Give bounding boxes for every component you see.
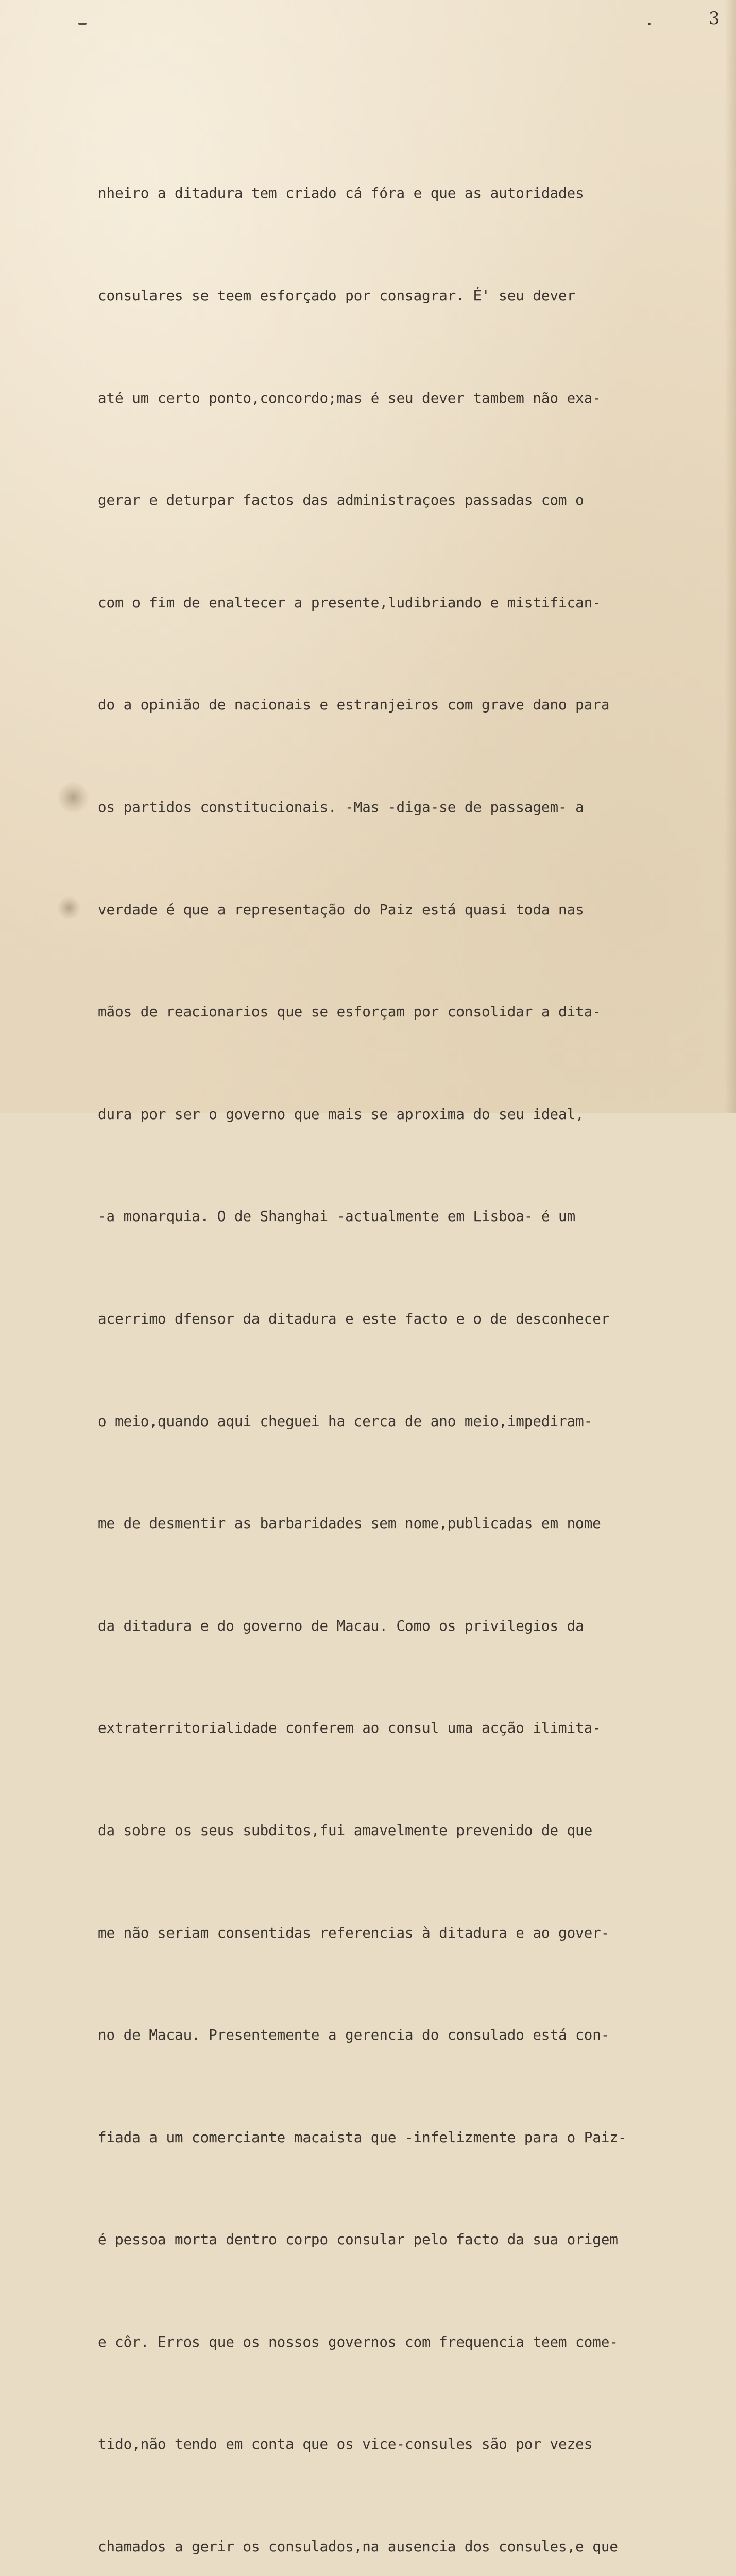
text-line: chamados a gerir os consulados,na ausencia dos consules,e que: [98, 2538, 618, 2555]
text-line: no de Macau. Presentemente a gerencia do consulado está con-: [98, 2027, 610, 2044]
text-line: mãos de reacionarios que se esforçam por consolidar a dita-: [98, 1004, 601, 1021]
paper-fold-shadow: [725, 0, 736, 1113]
text-line: extraterritorialidade conferem ao consul uma acção ilimita-: [98, 1720, 601, 1737]
text-line: da ditadura e do governo de Macau. Como os privilegios da: [98, 1617, 584, 1634]
text-line: consulares se teem esforçado por consagrar. É' seu dever: [98, 287, 576, 304]
text-line: nheiro a ditadura tem criado cá fóra e que as autoridades: [98, 185, 584, 202]
ink-stain: [58, 896, 80, 919]
text-line: é pessoa morta dentro corpo consular pelo facto da sua origem: [98, 2231, 618, 2248]
page-number: 3: [709, 8, 720, 29]
text-line: com o fim de enaltecer a presente,ludibriando e mistifican-: [98, 594, 601, 611]
text-line: da sobre os seus subditos,fui amavelmente prevenido de que: [98, 1822, 593, 1839]
text-line: acerrimo dfensor da ditadura e este facto e o de desconhecer: [98, 1310, 610, 1327]
text-line: -a monarquia. O de Shanghai -actualmente em Lisboa- é um: [98, 1208, 576, 1225]
text-line: me de desmentir as barbaridades sem nome,publicadas em nome: [98, 1515, 601, 1532]
text-line: o meio,quando aqui cheguei ha cerca de ano meio,impediram-: [98, 1413, 593, 1430]
dot-mark: [648, 23, 651, 25]
corner-mark: [78, 23, 87, 25]
text-line: dura por ser o governo que mais se aproxima do seu ideal,: [98, 1106, 584, 1123]
text-line: fiada a um comerciante macaista que -infelizmente para o Paiz-: [98, 2129, 627, 2146]
text-line: me não seriam consentidas referencias à ditadura e ao gover-: [98, 1924, 610, 1941]
text-line: os partidos constitucionais. -Mas -diga-se de passagem- a: [98, 799, 584, 816]
text-line: do a opinião de nacionais e estranjeiros com grave dano para: [98, 697, 610, 714]
text-line: até um certo ponto,concordo;mas é seu dever tambem não exa-: [98, 389, 601, 406]
text-line: verdade é que a representação do Paiz está quasi toda nas: [98, 901, 584, 918]
letter-body: [98, 108, 724, 2576]
ink-stain: [58, 782, 89, 813]
text-line: e côr. Erros que os nossos governos com frequencia teem come-: [98, 2333, 618, 2350]
text-line: gerar e deturpar factos das administraçoes passadas com o: [98, 492, 584, 509]
text-line: tido,não tendo em conta que os vice-consules são por vezes: [98, 2436, 593, 2453]
